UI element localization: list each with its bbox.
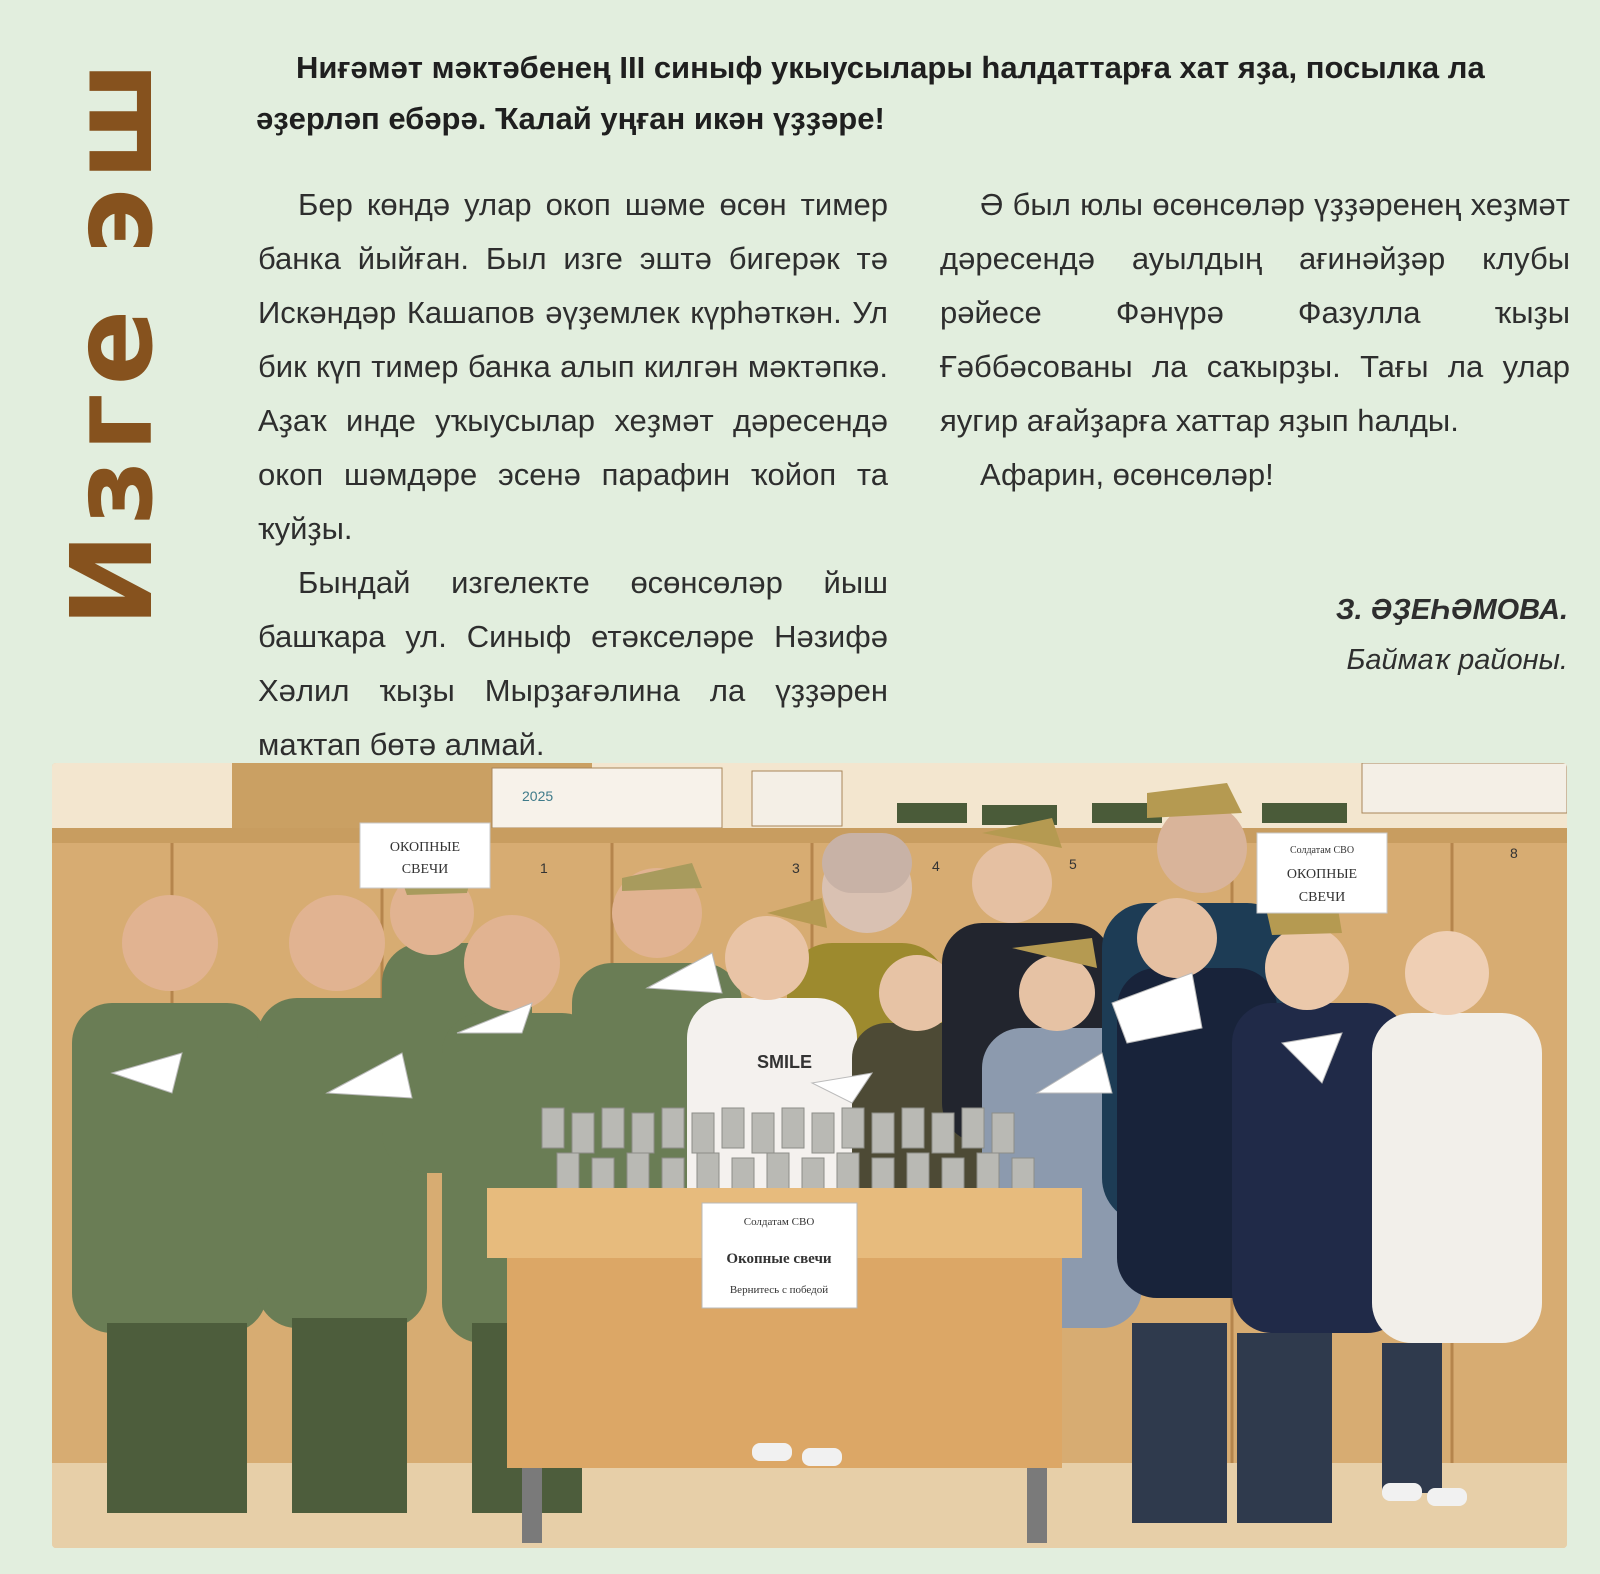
locker-number: 1	[540, 860, 548, 876]
locker-number: 3	[792, 860, 800, 876]
sign-text: СВЕЧИ	[1298, 890, 1346, 905]
paragraph: Бер көндә улар окоп шәме өсөн тимер банка йыйған. Был изге эштә бигерәк тә Искәндәр Кашапов әүҙемлек күрһәткән. Ул бик күп тимер банка алып килгән мәктәпкә. Аҙаҡ инде уҡыусылар хеҙмәт дәресендә окоп шәмдәре эсенә парафин ҡойоп та ҡуйҙы.	[258, 187, 888, 546]
group-photo	[52, 763, 1567, 1548]
sign-text: Солдатам СВО	[1289, 845, 1355, 856]
right-column	[940, 178, 1570, 502]
author-district: Баймаҡ районы.	[1346, 644, 1568, 676]
paragraph: Ә был юлы өсөнсөләр үҙҙәренең хеҙмәт дәресендә ауылдың ағинәйҙәр клубы рәйесе Фәнүрә Фазулла ҡыҙы Ғәббәсованы ла саҡырҙы. Тағы ла улар яугир ағайҙарға хаттар яҙып һалды.	[940, 187, 1570, 438]
sign-text: Солдатам СВО	[743, 1216, 815, 1228]
sign-text: ОКОПНЫЕ	[1286, 867, 1358, 882]
locker-number: 8	[1510, 845, 1518, 861]
sign-text: СВЕЧИ	[401, 862, 449, 877]
sign-text: Окопные свечи	[726, 1251, 832, 1267]
locker-number: 4	[932, 858, 940, 874]
sign-text: Вернитесь с победой	[729, 1284, 829, 1296]
paragraph: Бындай изгелекте өсөнсөләр йыш башҡара ул. Синыф етәкселәре Нәзифә Хәлил ҡыҙы Мырҙағәлина ла үҙҙәрен маҡтап бөтә алмай.	[258, 565, 888, 762]
signature	[1336, 585, 1568, 685]
rubric-text: Изге эш	[48, 53, 178, 627]
article-lead: Ниғәмәт мәктәбенең III синыф укыусылары һалдаттарға хат яҙа, посылка ла әҙерләп ебәрә. Ҡалай уңған икән үҙҙәре!	[256, 50, 1485, 136]
photo-illustration	[52, 763, 1567, 1548]
shirt-text: SMILE	[757, 1052, 813, 1072]
left-column	[258, 178, 888, 772]
paragraph: Афарин, өсөнсөләр!	[980, 457, 1274, 492]
author-name: З. ӘҘЕҺӘМОВА.	[1335, 594, 1568, 626]
sign-left	[360, 823, 490, 888]
poster-year: 2025	[522, 788, 554, 804]
rubric-heading	[38, 55, 188, 625]
sign-text: ОКОПНЫЕ	[389, 840, 461, 855]
locker-number: 5	[1069, 856, 1077, 872]
